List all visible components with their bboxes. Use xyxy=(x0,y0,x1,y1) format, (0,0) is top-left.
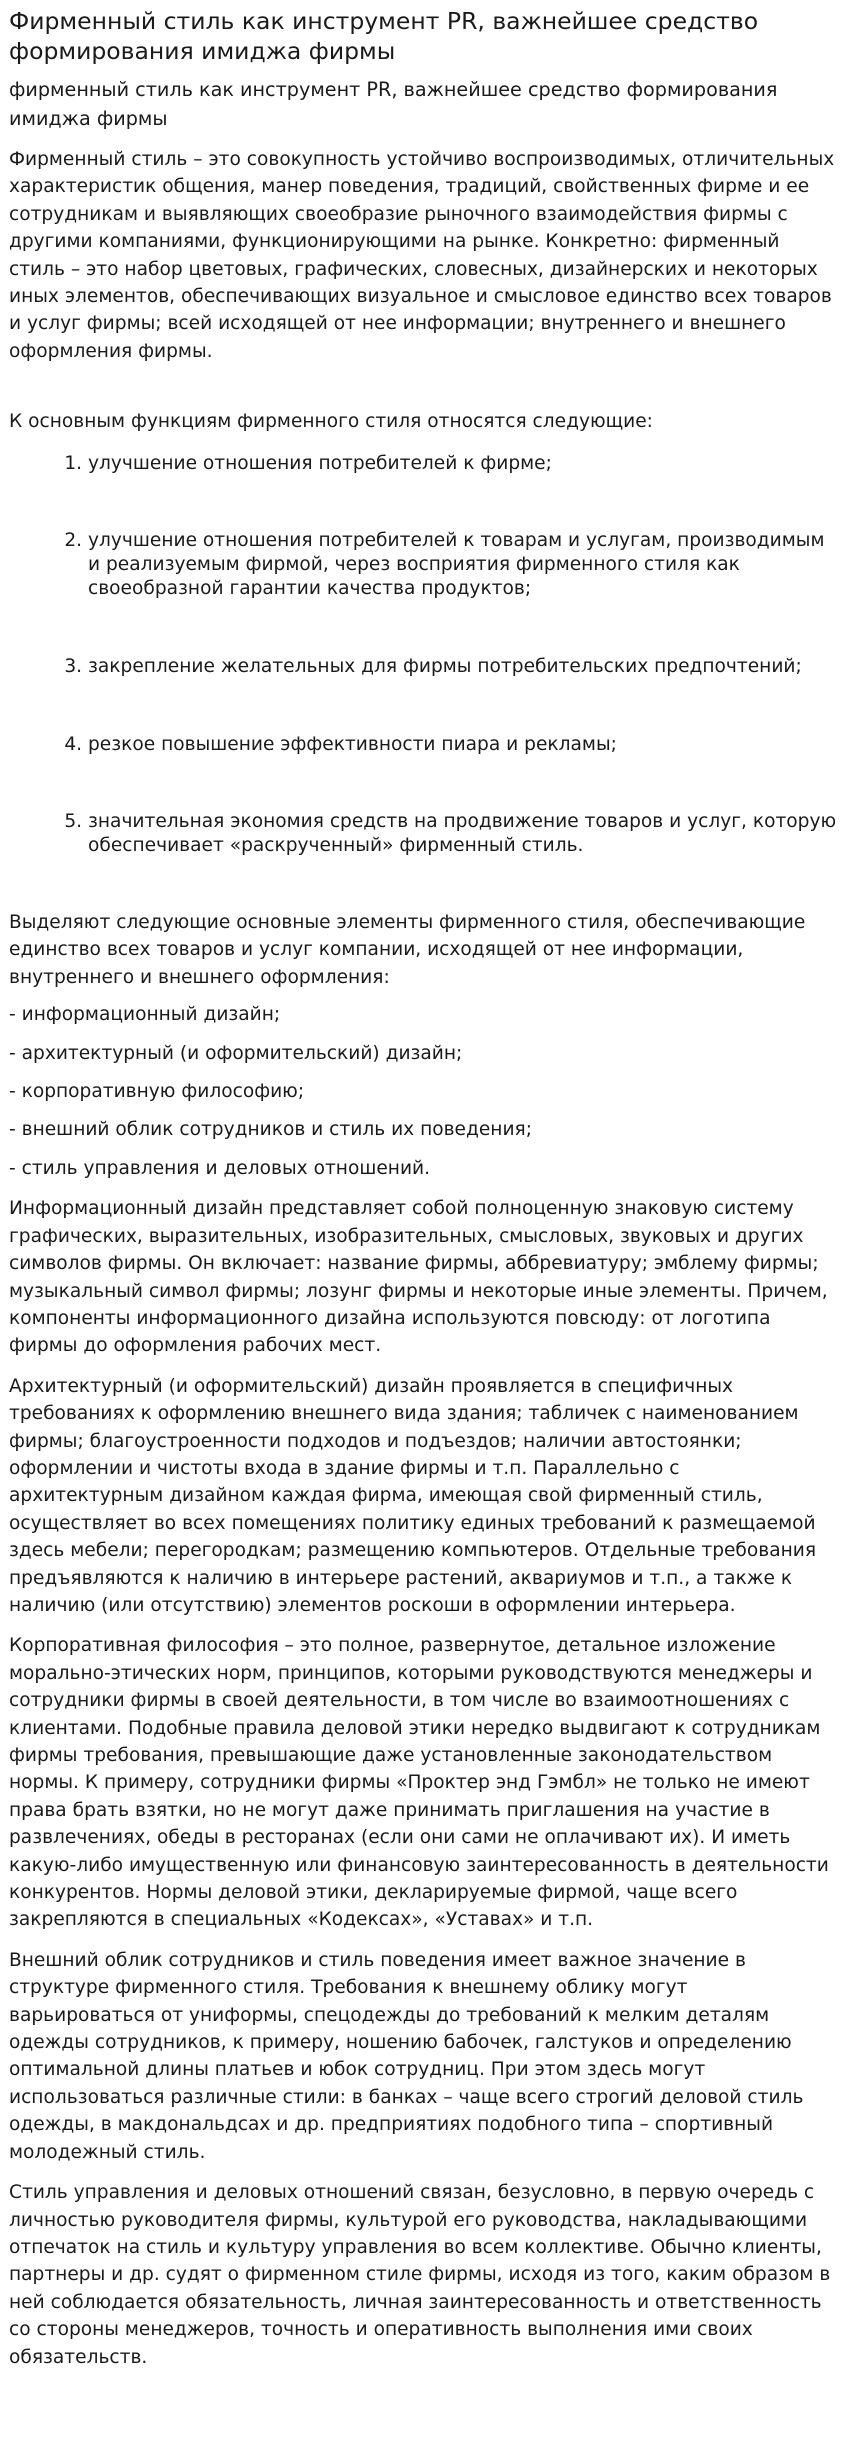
article xyxy=(9,6,839,2371)
element-item: - информационный дизайн; xyxy=(9,1004,281,1026)
element-item: - стиль управления и деловых отношений. xyxy=(9,1157,431,1179)
element-item: - корпоративную философию; xyxy=(9,1081,305,1103)
element-item: - архитектурный (и оформительский) дизайн; xyxy=(9,1042,463,1064)
architecture-design-paragraph: Архитектурный (и оформительский) дизайн проявляется в специфичных требованиях к оформлению внешнего вида здания; табличек с наименованием фирмы; благоустроенности подходов и подъездов; наличии автостоянки; оформлении и чистоты входа в здание фирмы и т.п. Параллельно с архитектурным дизайном каждая фирма, имеющая свой фирменный стиль, осуществляет во всех помещениях политику единых требований к размещаемой здесь мебели; перегородкам; размещению компьютеров. Отдельные требования предъявляются к наличию в интерьере растений, аквариумов и т.п., а также к наличию (или отсутствию) элементов роскоши в оформлении интерьера. xyxy=(9,1375,817,1616)
page-title: Фирменный стиль как инструмент PR, важнейшее средство формирования имиджа фирмы xyxy=(9,7,759,65)
list-item: 4. резкое повышение эффективности пиара и рекламы; xyxy=(88,733,839,757)
page-subtitle: фирменный стиль как инструмент PR, важнейшее средство формирования имиджа фирмы xyxy=(9,78,778,130)
list-item: 2. улучшение отношения потребителей к товарам и услугам, производимым и реализуемым фирмой, через восприятия фирменного стиля как своеобразной гарантии качества продуктов; xyxy=(88,529,839,600)
functions-intro: К основным функциям фирменного стиля относятся следующие: xyxy=(9,411,653,433)
list-item: 5. значительная экономия средств на продвижение товаров и услуг, которую обеспечивает «раскрученный» фирменный стиль. xyxy=(88,810,839,858)
list-item: 3. закрепление желательных для фирмы потребительских предпочтений; xyxy=(88,655,839,679)
definition-paragraph: Фирменный стиль – это совокупность устойчиво воспроизводимых, отличительных характеристик общения, манер поведения, традиций, свойственных фирме и ее сотрудникам и выявляющих своеобразие рыночного взаимодействия фирмы с другими компаниями, функционирующими на рынке. Конкретно: фирменный стиль – это набор цветовых, графических, словесных, дизайнерских и некоторых иных элементов, обеспечивающих визуальное и смысловое единство всех товаров и услуг фирмы; всей исходящей от нее информации; внутреннего и внешнего оформления фирмы. xyxy=(9,149,835,362)
list-item: 1. улучшение отношения потребителей к фирме; xyxy=(88,452,839,476)
element-item: - внешний облик сотрудников и стиль их поведения; xyxy=(9,1119,532,1141)
info-design-paragraph: Информационный дизайн представляет собой полноценную знаковую систему графических, выразительных, изобразительных, смысловых, звуковых и других символов фирмы. Он включает: название фирмы, аббревиатуру; эмблему фирмы; музыкальный символ фирмы; лозунг фирмы и некоторые иные элементы. Причем, компоненты информационного дизайна используются повсюду: от логотипа фирмы до оформления рабочих мест. xyxy=(9,1198,828,1357)
management-style-paragraph: Стиль управления и деловых отношений связан, безусловно, в первую очередь с личностью руководителя фирмы, культурой его руководства, накладывающими отпечаток на стиль и культуру управления во всем коллективе. Обычно клиенты, партнеры и др. судят о фирменном стиле фирмы, исходя из того, каким образом в ней соблюдается обязательность, личная заинтересованность и ответственность со стороны менеджеров, точность и оперативность выполнения ими своих обязательств. xyxy=(9,2182,831,2368)
corporate-philosophy-paragraph: Корпоративная философия – это полное, развернутое, детальное изложение морально-этических норм, принципов, которыми руководствуются менеджеры и сотрудники фирмы в своей деятельности, в том числе во взаимоотношениях с клиентами. Подобные правила деловой этики нередко выдвигают к сотрудникам фирмы требования, превышающие даже установленные законодательством нормы. К примеру, сотрудники фирмы «Проктер энд Гэмбл» не только не имеют права брать взятки, но не могут даже принимать приглашения на участие в развлечениях, обеды в ресторанах (если они сами не оплачивают их). И иметь какую-либо имущественную или финансовую заинтересованность в деятельности конкурентов. Нормы деловой этики, декларируемые фирмой, чаще всего закрепляются в специальных «Кодексах», «Уставах» и т.п. xyxy=(9,1635,829,1931)
staff-appearance-paragraph: Внешний облик сотрудников и стиль поведения имеет важное значение в структуре фирменного стиля. Требования к внешнему облику могут варьироваться от униформы, спецодежды до требований к мелким деталям одежды сотрудников, к примеру, ношению бабочек, галстуков и определению оптимальной длины платьев и юбок сотрудниц. При этом здесь могут использоваться различные стили: в банках – чаще всего строгий деловой стиль одежды, в макдональдсах и др. предприятиях подобного типа – спортивный молодежный стиль. xyxy=(9,1949,804,2163)
functions-list xyxy=(9,452,839,858)
elements-intro: Выделяют следующие основные элементы фирменного стиля, обеспечивающие единство всех товаров и услуг компании, исходящей от нее информации, внутреннего и внешнего оформления: xyxy=(9,912,806,988)
